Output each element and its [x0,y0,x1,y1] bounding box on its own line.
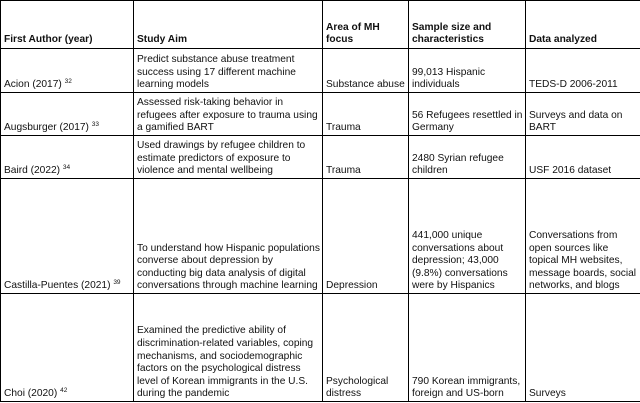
cell-area: Trauma [323,93,409,136]
cell-author [1,49,134,93]
cell-study-aim: To understand how Hispanic populations converse about depression by conducting big data analysis of digital conversations through machine learning [134,179,323,294]
cell-author [1,294,134,402]
cell-study-aim: Assessed risk-taking behavior in refugees after exposure to trauma using a gamified BART [134,93,323,136]
cell-data-analyzed: Surveys [526,294,640,402]
cell-author [1,93,134,136]
cell-data-analyzed: USF 2016 dataset [526,136,640,179]
cell-data-analyzed: Surveys and data on BART [526,93,640,136]
author-name: Augsburger (2017) [4,122,89,134]
cell-area: Psychological distress [323,294,409,402]
cell-sample: 56 Refugees resettled in Germany [409,93,526,136]
author-name: Castilla-Puentes (2021) [4,280,111,292]
author-name: Acion (2017) [4,79,62,91]
header-study-aim: Study Aim [134,1,323,49]
cell-area: Substance abuse [323,49,409,93]
author-name: Baird (2022) [4,165,61,177]
cell-study-aim: Examined the predictive ability of discrimination-related variables, coping mechanisms, and sociodemographic factors on the psychological distress level of Korean immigrants in the U.S. during the pandemic [134,294,323,402]
cell-data-analyzed: Conversations from open sources like topical MH websites, message boards, social networks, and blogs [526,179,640,294]
header-first-author: First Author (year) [1,1,134,49]
header-sample-size: Sample size and characteristics [409,1,526,49]
cell-author [1,136,134,179]
cell-sample: 441,000 unique conversations about depression; 43,000 (9.8%) conversations were by Hispanics [409,179,526,294]
reference-number: 39 [113,279,121,287]
header-data-analyzed: Data analyzed [526,1,640,49]
cell-sample: 790 Korean immigrants, foreign and US-born [409,294,526,402]
table-row [1,294,640,402]
table-row [1,93,640,136]
table-row [1,136,640,179]
cell-area: Depression [323,179,409,294]
cell-data-analyzed: TEDS-D 2006-2011 [526,49,640,93]
cell-study-aim: Predict substance abuse treatment success using 17 different machine learning models [134,49,323,93]
reference-number: 42 [60,387,68,395]
cell-study-aim: Used drawings by refugee children to estimate predictors of exposure to violence and mental wellbeing [134,136,323,179]
reference-number: 33 [91,121,100,129]
cell-area: Trauma [323,136,409,179]
cell-sample: 2480 Syrian refugee children [409,136,526,179]
table-row [1,179,640,294]
cell-sample: 99,013 Hispanic individuals [409,49,526,93]
author-name: Choi (2020) [4,388,58,400]
reference-number: 32 [64,78,72,86]
header-area-of-mh-focus: Area of MH focus [323,1,409,49]
reference-number: 34 [62,164,71,172]
table-header-row [1,1,640,49]
table-row [1,49,640,93]
cell-author [1,179,134,294]
